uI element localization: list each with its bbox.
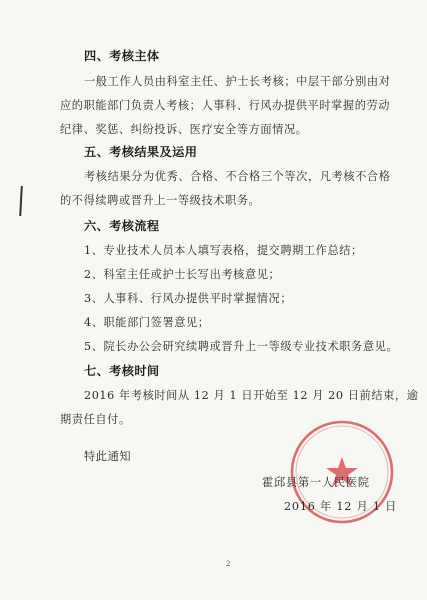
section-7-heading: 七、考核时间: [84, 364, 160, 378]
section-6-item: 4、职能部门签署意见；: [84, 316, 210, 329]
section-6-item: 1、专业技术人员本人填写表格，提交聘期工作总结；: [84, 244, 363, 257]
section-6-heading: 六、考核流程: [84, 219, 160, 233]
section-5-line-1: 考核结果分为优秀、合格、不合格三个等次，凡考核不合格: [84, 170, 391, 183]
closing-text: 特此通知: [84, 450, 132, 463]
scan-mark: [19, 186, 22, 216]
section-6-item: 3、人事科、行风办提供平时掌握情况；: [84, 292, 293, 305]
section-4-line-2: 应的职能部门负责人考核；人事科、行风办提供平时掌握的劳动: [60, 99, 391, 112]
section-4-line-1: 一般工作人员由科室主任、护士长考核；中层干部分别由对: [84, 75, 391, 88]
section-4-line-3: 纪律、奖惩、纠纷投诉、医疗安全等方面情况。: [60, 123, 308, 136]
page-number: 2: [226, 560, 231, 568]
section-7-line-1: 2016 年考核时间从 12 月 1 日开始至 12 月 20 日前结束，逾: [84, 389, 419, 402]
section-6-item: 2、科室主任或护士长写出考核意见；: [84, 268, 281, 281]
section-7-line-2: 期责任自付。: [60, 413, 131, 426]
section-5-heading: 五、考核结果及运用: [84, 145, 198, 159]
section-5-line-2: 的不得续聘或晋升上一等级技术职务。: [60, 194, 261, 207]
signature-date: 2016 年 12 月 1 日: [284, 500, 398, 513]
section-6-item: 5、院长办公会研究续聘或晋升上一等级专业技术职务意见。: [84, 340, 399, 353]
section-4-heading: 四、考核主体: [84, 49, 160, 63]
signature-organization: 霍邱县第一人民医院: [262, 476, 370, 489]
